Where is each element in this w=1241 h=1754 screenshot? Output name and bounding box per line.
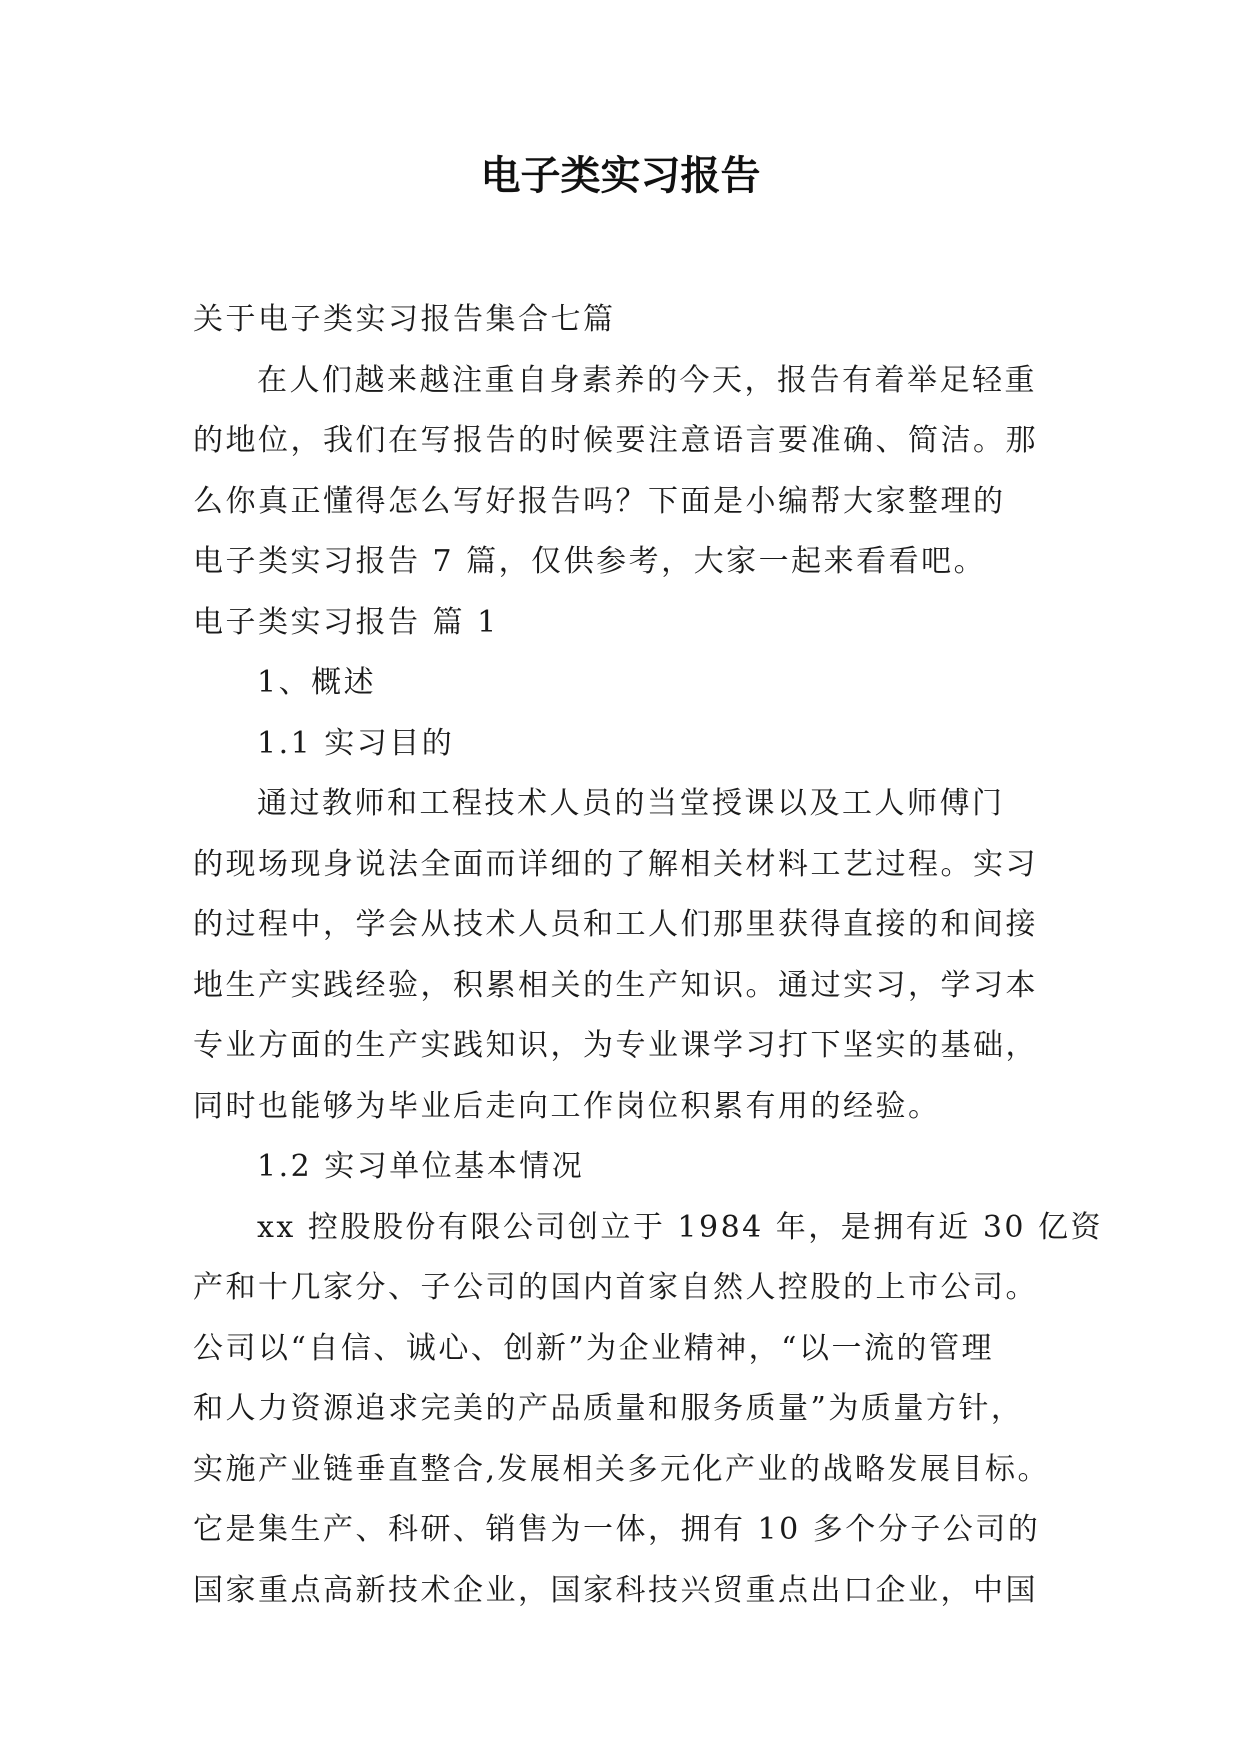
body-line: 在人们越来越注重自身素养的今天，报告有着举足轻重 xyxy=(257,362,1037,398)
body-line: 1.1 实习目的 xyxy=(257,725,455,761)
body-line: 1、概述 xyxy=(257,665,377,700)
body-line: 同时也能够为毕业后走向工作岗位积累有用的经验。 xyxy=(193,1088,941,1124)
body-line: 产和十几家分、子公司的国内首家自然人控股的上市公司。 xyxy=(193,1270,1038,1305)
body-line: 的过程中，学会从技术人员和工人们那里获得直接的和间接 xyxy=(193,907,1038,942)
body-line: xx 控股股份有限公司创立于 1984 年，是拥有近 30 亿资 xyxy=(257,1209,1104,1245)
body-line: 国家重点高新技术企业，国家科技兴贸重点出口企业，中国 xyxy=(193,1572,1038,1608)
body-line: 通过教师和工程技术人员的当堂授课以及工人师傅门 xyxy=(257,786,1005,821)
body-line: 么你真正懂得怎么写好报告吗？下面是小编帮大家整理的 xyxy=(193,483,1006,519)
body-line: 实施产业链垂直整合,发展相关多元化产业的战略发展目标。 xyxy=(193,1451,1051,1487)
body-line: 关于电子类实习报告集合七篇 xyxy=(193,302,616,337)
body-line: 的地位，我们在写报告的时候要注意语言要准确、简洁。那 xyxy=(193,423,1038,458)
document-title: 电子类实习报告 xyxy=(480,153,761,199)
body-line: 1.2 实习单位基本情况 xyxy=(257,1149,585,1184)
body-line: 的现场现身说法全面而详细的了解相关材料工艺过程。实习 xyxy=(193,846,1038,882)
body-line: 公司以“自信、诚心、创新”为企业精神，“以一流的管理 xyxy=(193,1330,995,1366)
body-line: 电子类实习报告 篇 1 xyxy=(193,604,499,640)
body-line: 地生产实践经验，积累相关的生产知识。通过实习，学习本 xyxy=(193,967,1038,1003)
body-line: 专业方面的生产实践知识，为专业课学习打下坚实的基础， xyxy=(193,1028,1038,1063)
body-line: 电子类实习报告 7 篇，仅供参考，大家一起来看看吧。 xyxy=(193,544,987,579)
body-line: 和人力资源追求完美的产品质量和服务质量”为质量方针， xyxy=(193,1391,1024,1426)
document-body xyxy=(193,290,1104,1621)
body-line: 它是集生产、科研、销售为一体，拥有 10 多个分子公司的 xyxy=(193,1512,1041,1547)
